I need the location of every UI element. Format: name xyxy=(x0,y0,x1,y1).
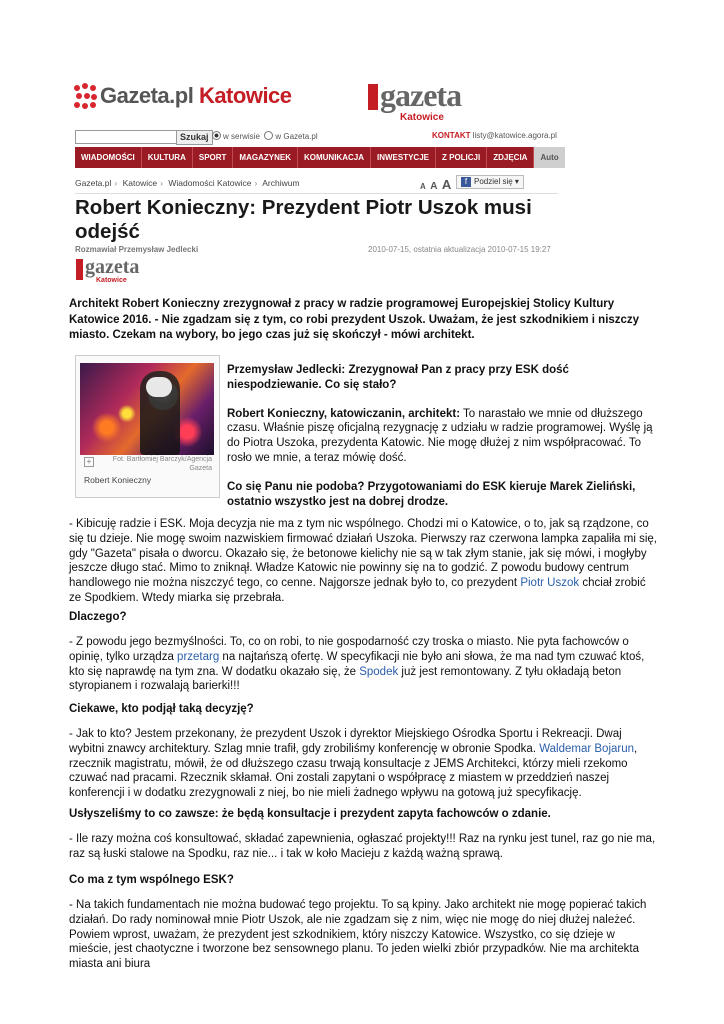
article-dates: 2010-07-15, ostatnia aktualizacja 2010-07-15 19:27 xyxy=(368,245,551,254)
nav-item-zdjecia[interactable]: ZDJĘCIA xyxy=(487,147,534,168)
breadcrumb-item[interactable]: Katowice xyxy=(122,178,158,188)
gazeta-pl-dots-icon xyxy=(74,83,98,109)
article-author: Rozmawiał Przemysław Jedlecki xyxy=(75,245,199,254)
answer xyxy=(69,635,659,694)
nav-item-sport[interactable]: SPORT xyxy=(193,147,234,168)
question: Co się Panu nie podoba? Przygotowaniami do ESK kieruje Marek Zieliński, ostatnio wszystko jest na dobrej drodze. xyxy=(227,480,636,508)
answer-text: - Kibicuję radzie i ESK. Moja decyzja nie ma z tym nic wspólnego. Chodzi mi o Katowice, o to, jak są rządzone, co się tu dzieje. Nie mogę swoim nazwiskiem firmować działań Uszoka. Pierwszy raz czerwona lampka zapaliła mi się, gdy "Gazeta" pisała o dworcu. Okazało się, że betonowe kielichy nie są w tak złym stanie, jak się mówi, i mogłyby jeszcze długo stać. Mimo to zniknął. Władze Katowic nie powinny się na to godzić. Z powodu budowy centrum handlowego nie można niszczyć tego, co cenne. Najgorsze jednak było to, co prezydent xyxy=(69,518,657,590)
answer-text: na najtańszą ofertę. W specyfikacji nie było ani słowa, że ma nad tym czuwać ktoś, kto się naprawdę na tym zna. W dodatku okazało się, że xyxy=(69,650,645,678)
divider xyxy=(75,193,558,194)
logo-brand: Gazeta.pl xyxy=(100,83,194,108)
article-photo[interactable] xyxy=(80,363,214,455)
answer-text: - Jak to kto? Jestem przekonany, że prezydent Uszok i dyrektor Miejskiego Ośrodka Sportu i Rekreacji. Dwaj wybitni znawcy architektury. Szlag mnie trafił, gdy zrobiliśmy konferencję w obronie Spodka. xyxy=(69,728,622,755)
search-button[interactable]: Szukaj xyxy=(176,130,213,145)
logo-city: Katowice xyxy=(198,83,292,108)
answer-text: , rzecznik magistratu, mówił, że od dłuższego czasu trwają konsultacje z JEMS Architekci, którzy mieli rzekomo czuwać nad pracami. Rzecznik skłamał. Oni zostali zapytani o współpracę z miastem w przeddzień naszej konferencji i w dodatku zrezygnowali z niej, bo nie mieli żadnego wpływu na gotową już specyfikację. xyxy=(69,742,638,800)
font-size-medium[interactable]: A xyxy=(430,181,438,192)
nav-item-komunikacja[interactable]: KOMUNIKACJA xyxy=(298,147,371,168)
main-nav xyxy=(75,147,558,168)
share-button[interactable] xyxy=(456,175,524,189)
question: Co ma z tym wspólnego ESK? xyxy=(69,874,234,886)
nav-item-wiadomosci[interactable]: WIADOMOŚCI xyxy=(75,147,142,168)
breadcrumb-item[interactable]: Archiwum xyxy=(262,178,300,188)
source-logo-sub: Katowice xyxy=(96,277,127,284)
photo-caption: Robert Konieczny xyxy=(84,475,152,485)
answer-text: chciał zrobić ze Spodkiem. Wtedy miarka się przebrała. xyxy=(69,577,646,604)
interview-intro xyxy=(227,363,659,509)
answer xyxy=(69,727,659,801)
nav-item-kultura[interactable]: KULTURA xyxy=(142,147,193,168)
font-size-small[interactable]: A xyxy=(420,182,426,191)
answer xyxy=(69,517,659,606)
radio-gazeta[interactable] xyxy=(264,131,273,140)
nav-item-z-policji[interactable]: Z POLICJI xyxy=(436,147,487,168)
zoom-icon[interactable]: + xyxy=(84,457,94,467)
answer: - Na takich fundamentach nie można budować tego projektu. To są kpiny. Jako architekt nie mogę popierać takich działań. Do rady nominował mnie Piotr Uszok, ale nie zgadzam się z nim, więc nie mogę do niej dłużej należeć. Powiem wprost, uważam, że prezydent jest szkodnikiem, który niszczy Katowice. Wszystko, co się dzieje w mieście, jest chaotyczne i tworzone bez sensownego planu. To jeden wielki zbiór przypadków. Nie ma architekta miasta ani biura xyxy=(69,899,647,971)
gazeta-logo-sub: Katowice xyxy=(400,112,444,123)
breadcrumb: Gazeta.pl › Katowice › Wiadomości Katowice › Archiwum xyxy=(75,178,300,188)
source-logo-bar xyxy=(76,259,83,280)
link-piotr-uszok[interactable]: Piotr Uszok xyxy=(520,577,580,590)
answer-text: - Z powodu jego bezmyślności. To, co on robi, to nie gospodarność czy troska o miasto. Nie pyta fachowców o opinię, tylko urządza xyxy=(69,636,629,663)
question: Przemysław Jedlecki: Zrezygnował Pan z pracy przy ESK dość niespodziewanie. Co się stało? xyxy=(227,364,569,391)
nav-item-auto[interactable]: Auto xyxy=(534,147,564,168)
share-label: Podziel się xyxy=(474,177,513,186)
radio-site[interactable] xyxy=(212,131,221,140)
link-waldemar-bojarun[interactable]: Waldemar Bojarun xyxy=(539,742,635,755)
answer: - Ile razy można coś konsultować, składać zapewnienia, ogłaszać projekty!!! Raz na rynku jest tunel, raz go nie ma, raz są łuski stalowe na Spodku, raz nie... i tak w koło Macieju z każdą ważną sprawą. xyxy=(69,833,656,860)
site-logo[interactable] xyxy=(100,83,292,109)
radio-site-label: w serwisie xyxy=(223,132,260,141)
question: Ciekawe, kto podjął taką decyzję? xyxy=(69,703,254,715)
question: Usłyszeliśmy to co zawsze: że będą konsultacje i prezydent zapyta fachowców o zdanie. xyxy=(69,808,551,820)
answer-speaker: Robert Konieczny, katowiczanin, architekt: xyxy=(227,407,461,420)
answer-text: już jest remontowany. Z tyłu okładają beton styropianem i rozwalają barierki!!! xyxy=(69,665,622,693)
nav-item-magazynek[interactable]: MAGAZYNEK xyxy=(233,147,298,168)
photo-credit: Fot. Bartłomiej Barczyk/Agencja Gazeta xyxy=(112,456,212,472)
question: Dlaczego? xyxy=(69,611,127,623)
answer-text: To narastało we mnie od dłuższego czasu. Właśnie piszę oficjalną rezygnację z udziału w radzie programowej. Wyślę ją do Piotra Uszoka, prezydenta Katowic. Nie mogę dłużej z nim współpracować. To rosło we mnie, a teraz mówię dość. xyxy=(227,407,653,464)
contact-label: KONTAKT xyxy=(432,131,471,140)
breadcrumb-item[interactable]: Gazeta.pl xyxy=(75,178,112,188)
font-size-large[interactable]: A xyxy=(441,177,452,192)
gazeta-logo-bar xyxy=(368,84,378,110)
article-headline: Robert Konieczny: Prezydent Piotr Uszok musi odejść xyxy=(75,196,532,243)
font-size-controls[interactable] xyxy=(420,176,451,194)
contact xyxy=(432,131,557,140)
nav-item-inwestycje[interactable]: INWESTYCJE xyxy=(371,147,436,168)
link-przetarg[interactable]: przetarg xyxy=(177,650,220,663)
radio-gazeta-label: w Gazeta.pl xyxy=(275,132,318,141)
contact-email[interactable]: listy@katowice.agora.pl xyxy=(472,131,557,140)
facebook-icon: f xyxy=(461,177,471,187)
link-spodek[interactable]: Spodek xyxy=(359,665,399,678)
search-input[interactable] xyxy=(75,130,179,144)
source-logo: gazeta xyxy=(85,256,140,278)
breadcrumb-item[interactable]: Wiadomości Katowice xyxy=(168,178,252,188)
chevron-down-icon: ▾ xyxy=(514,177,519,186)
search-scope xyxy=(212,131,318,141)
answer xyxy=(227,407,659,466)
gazeta-logo[interactable]: gazeta xyxy=(380,77,462,113)
article-lead: Architekt Robert Konieczny zrezygnował z pracy w radzie programowej Europejskiej Stolicy Kultury Katowice 2016. - Nie zgadzam się z tym, co robi prezydent Uszok. Uważam, że jest szkodnikiem i niszczy miasto. Czekam na wybory, bo jego czas już się skończył - mówi architekt. xyxy=(69,298,640,341)
